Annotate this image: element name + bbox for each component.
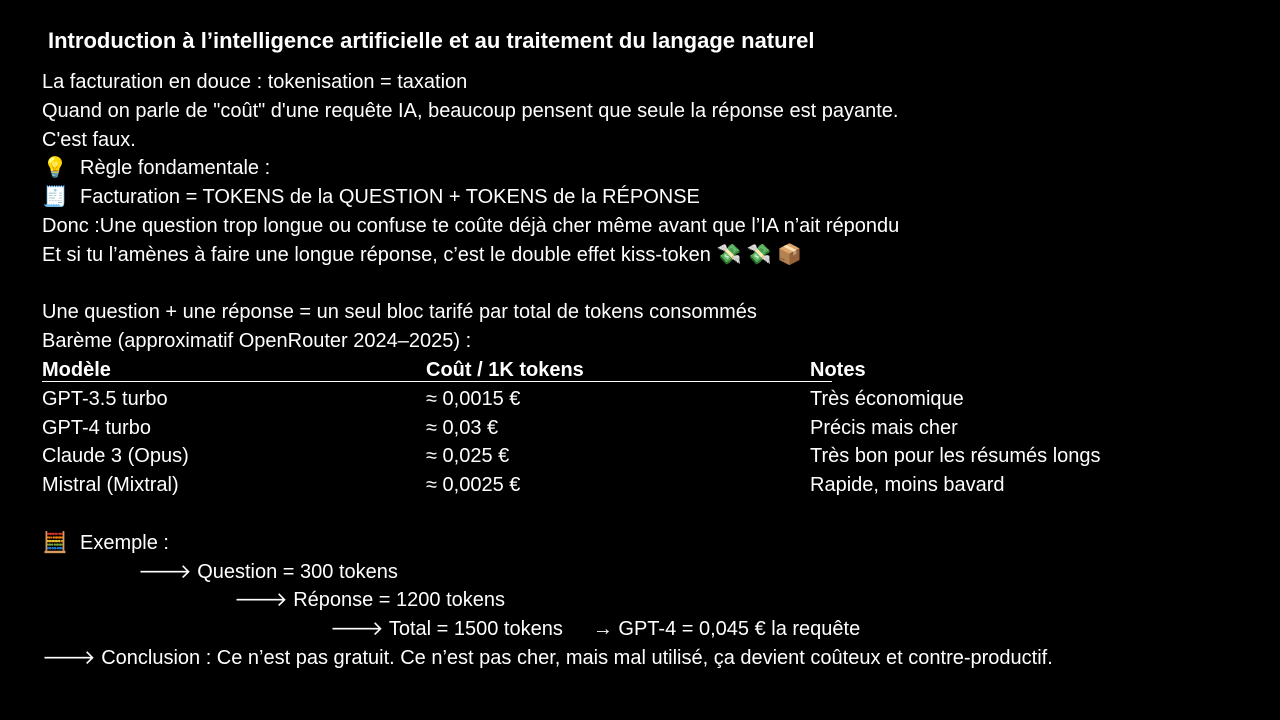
row-model: Mistral (Mixtral)	[42, 474, 179, 497]
row-notes: Rapide, moins bavard	[810, 474, 1005, 497]
example-label: Exemple :	[80, 531, 169, 554]
blank-line	[42, 500, 1262, 529]
blank-line	[42, 270, 1262, 299]
table-row	[42, 385, 1262, 414]
example-total: 🡒 Total = 1500 tokens	[330, 618, 563, 641]
pricing-table-header	[42, 356, 1262, 385]
billing-line	[42, 183, 1262, 212]
block-line-text: Une question + une réponse = un seul bloc tarifé par total de tokens consommés	[42, 301, 757, 324]
conclusion-text: 🡒 Conclusion : Ce n’est pas gratuit. Ce n’est pas cher, mais mal utilisé, ça devient coûteux et contre-productif.	[42, 646, 1053, 669]
header-cost: Coût / 1K tokens	[426, 358, 584, 381]
rule-line	[42, 154, 1262, 183]
false-statement: C'est faux.	[42, 128, 136, 151]
row-cost: ≈ 0,0025 €	[426, 474, 521, 497]
row-cost: ≈ 0,025 €	[426, 445, 510, 468]
intro-text: Quand on parle de "coût" d'une requête IA, beaucoup pensent que seule la réponse est payante.	[42, 99, 899, 122]
table-row	[42, 414, 1262, 443]
double-effect-text: Et si tu l’amènes à faire une longue réponse, c’est le double effet kiss-token 💸 💸 📦	[42, 243, 803, 266]
header-model: Modèle	[42, 358, 111, 381]
example-gpt4-cost: → GPT-4 = 0,045 € la requête	[592, 618, 861, 641]
slide-body	[42, 68, 1262, 673]
row-notes: Très économique	[810, 387, 964, 410]
table-row	[42, 471, 1262, 500]
row-cost: ≈ 0,03 €	[426, 416, 499, 439]
header-divider	[42, 381, 832, 382]
example-question: 🡒 Question = 300 tokens	[138, 560, 398, 583]
section-heading: La facturation en douce : tokenisation = taxation	[42, 71, 468, 93]
example-line	[42, 529, 1262, 558]
header-notes: Notes	[810, 358, 866, 381]
abacus-icon: 🧮	[42, 531, 68, 554]
consequence-text: Donc :Une question trop longue ou confuse te coûte déjà cher même avant que l’IA n’ait répondu	[42, 214, 900, 237]
lightbulb-icon: 💡	[42, 157, 68, 180]
row-model: GPT-4 turbo	[42, 416, 151, 439]
pricing-intro: Barème (approximatif OpenRouter 2024–2025) :	[42, 330, 472, 353]
billing-text: Facturation = TOKENS de la QUESTION + TOKENS de la RÉPONSE	[80, 186, 700, 209]
example-total-line	[42, 615, 1262, 644]
table-row	[42, 442, 1262, 471]
row-cost: ≈ 0,0015 €	[426, 387, 521, 410]
row-model: GPT-3.5 turbo	[42, 387, 168, 410]
rule-label: Règle fondamentale :	[80, 157, 271, 180]
example-response: 🡒 Réponse = 1200 tokens	[234, 589, 506, 612]
row-notes: Précis mais cher	[810, 416, 958, 439]
slide-title: Introduction à l’intelligence artificielle et au traitement du langage naturel	[48, 28, 815, 53]
row-notes: Très bon pour les résumés longs	[810, 445, 1101, 468]
row-model: Claude 3 (Opus)	[42, 445, 189, 468]
receipt-icon: 🧾	[42, 186, 68, 209]
